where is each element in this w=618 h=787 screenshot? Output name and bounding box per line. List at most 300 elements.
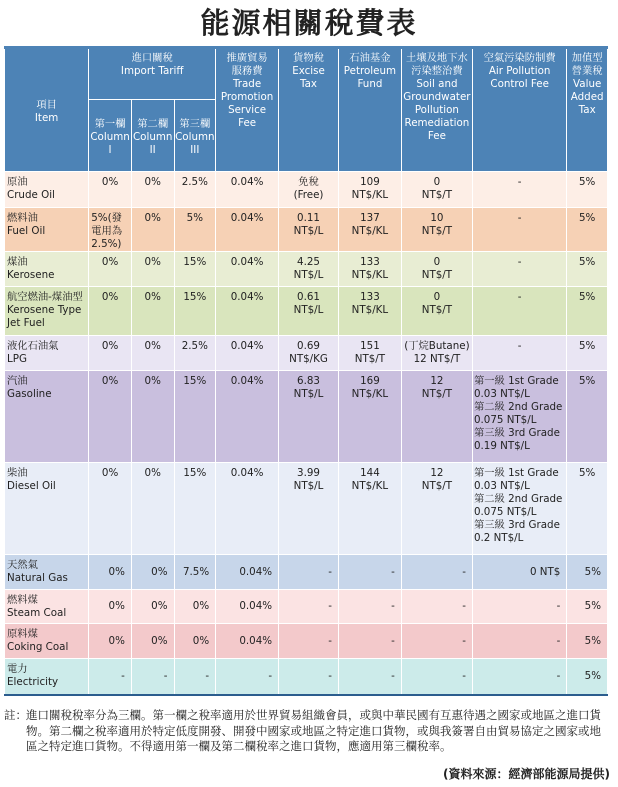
- air-fee-cell: [472, 336, 566, 371]
- trade-fee-cell: [216, 590, 279, 624]
- fund-cell: [338, 336, 401, 371]
- trade-fee-value: 0.04%: [230, 256, 264, 268]
- column1-cell: [89, 172, 132, 208]
- excise-cell: [279, 555, 339, 590]
- header-trade-fee: 推廣貿易 服務費 Trade Promotion Service Fee: [216, 48, 279, 172]
- header-col2-roman: II: [149, 143, 156, 156]
- excise-value: 6.83: [297, 375, 320, 387]
- soil-value: NT$/T: [421, 269, 453, 281]
- column3-cell: [174, 371, 216, 463]
- header-col3: [174, 100, 216, 172]
- column3-cell: [174, 463, 216, 555]
- fund-cell: [338, 287, 401, 336]
- soil-value: (丁烷Butane): [404, 340, 470, 352]
- fund-cell: [338, 172, 401, 208]
- header-import-tariff: [89, 48, 216, 100]
- item-name-en: Natural Gas: [7, 572, 68, 584]
- vat-cell: [567, 371, 608, 463]
- item-name-zh: 原油: [7, 176, 28, 188]
- vat-value: 5%: [579, 176, 596, 188]
- header-col1-zh: 第一欄: [94, 117, 126, 130]
- column1-cell: [89, 659, 132, 695]
- header-excise-zh: 貨物稅: [293, 52, 324, 64]
- air-fee-value: 0.2 NT$/L: [473, 532, 524, 544]
- table-row: [5, 590, 608, 624]
- excise-cell: [279, 463, 339, 555]
- fund-cell: [338, 208, 401, 252]
- column1-value: 0%: [108, 600, 125, 612]
- column2-value: 0%: [144, 256, 161, 268]
- air-fee-value: 0.03 NT$/L: [473, 388, 530, 400]
- trade-fee-value: 0.04%: [230, 467, 264, 479]
- fund-cell: [338, 371, 401, 463]
- table-row: [5, 555, 608, 590]
- trade-fee-cell: [216, 371, 279, 463]
- vat-cell: [567, 463, 608, 555]
- excise-value: NT$/L: [293, 388, 324, 400]
- fund-cell: [338, 555, 401, 590]
- excise-value: -: [328, 634, 332, 647]
- column1-cell: [89, 287, 132, 336]
- air-fee-value: 第二級 2nd Grade: [473, 401, 563, 413]
- item-name-cell: [5, 172, 89, 208]
- air-fee-cell: [472, 555, 566, 590]
- soil-value: NT$/T: [421, 189, 453, 201]
- item-name-cell: [5, 336, 89, 371]
- column3-cell: [174, 659, 216, 695]
- trade-fee-cell: [216, 624, 279, 659]
- excise-cell: [279, 172, 339, 208]
- soil-cell: [401, 590, 472, 624]
- column1-cell: [89, 336, 132, 371]
- soil-cell: [401, 463, 472, 555]
- air-fee-cell: [472, 624, 566, 659]
- vat-cell: [567, 336, 608, 371]
- vat-cell: [567, 555, 608, 590]
- item-name-en: Gasoline: [7, 388, 52, 400]
- item-name-zh: 煤油: [7, 256, 28, 268]
- air-fee-value: -: [517, 256, 522, 268]
- header-excise: 貨物稅 Excise Tax: [279, 48, 339, 172]
- column3-value: 15%: [183, 256, 207, 268]
- vat-cell: [567, 659, 608, 695]
- excise-value: -: [328, 600, 332, 612]
- air-fee-value: -: [556, 634, 561, 647]
- trade-fee-cell: [216, 336, 279, 371]
- soil-value: 12: [430, 467, 444, 479]
- vat-value: 5%: [584, 669, 601, 682]
- soil-cell: [401, 659, 472, 695]
- air-fee-value: -: [517, 212, 522, 224]
- column3-value: 5%: [186, 212, 203, 224]
- trade-fee-cell: [216, 659, 279, 695]
- item-name-cell: [5, 463, 89, 555]
- air-fee-value: 0.075 NT$/L: [473, 414, 537, 426]
- page-title: 能源相關稅費表: [200, 6, 418, 40]
- fund-value: NT$/KL: [351, 269, 389, 281]
- excise-cell: [279, 371, 339, 463]
- excise-value: 0.61: [297, 291, 320, 303]
- item-name-en: Electricity: [7, 676, 59, 688]
- fund-value: 137: [360, 212, 380, 224]
- table-row: [5, 172, 608, 208]
- table-row: [5, 659, 608, 695]
- air-fee-value: 第一級 1st Grade: [473, 467, 559, 479]
- column1-cell: [89, 252, 132, 287]
- excise-value: -: [328, 565, 332, 578]
- item-name-en: LPG: [7, 353, 27, 365]
- column3-value: 2.5%: [181, 176, 208, 188]
- table-row: [5, 252, 608, 287]
- soil-cell: [401, 172, 472, 208]
- trade-fee-value: -: [268, 669, 273, 682]
- column2-cell: [131, 659, 174, 695]
- excise-value: (Free): [293, 189, 324, 201]
- excise-value: NT$/L: [293, 304, 324, 316]
- item-name-cell: [5, 659, 89, 695]
- excise-value: -: [328, 669, 332, 682]
- soil-cell: [401, 252, 472, 287]
- soil-cell: [401, 371, 472, 463]
- header-import-tariff-en: Import Tariff: [120, 65, 184, 77]
- fund-value: NT$/T: [354, 353, 386, 365]
- soil-cell: [401, 555, 472, 590]
- trade-fee-value: 0.04%: [230, 176, 264, 188]
- column3-value: 0%: [192, 634, 210, 647]
- trade-fee-cell: [216, 463, 279, 555]
- column2-value: 0%: [151, 565, 168, 578]
- item-name-en: Crude Oil: [7, 189, 55, 201]
- excise-cell: [279, 208, 339, 252]
- fund-value: -: [391, 565, 395, 578]
- air-fee-value: 0.19 NT$/L: [473, 440, 530, 452]
- column3-value: -: [205, 669, 210, 682]
- trade-fee-value: 0.04%: [239, 600, 273, 612]
- column1-value: 0%: [101, 375, 119, 387]
- item-name-zh: 柴油: [7, 467, 28, 479]
- header-col3-zh: 第三欄: [179, 117, 211, 130]
- column1-cell: [89, 624, 132, 659]
- table-body: [5, 172, 608, 695]
- column2-value: -: [163, 669, 168, 682]
- column1-value: 0%: [101, 340, 119, 352]
- vat-value: 5%: [579, 340, 596, 352]
- item-name-zh: 天然氣: [7, 559, 38, 571]
- column1-value: -: [121, 669, 125, 682]
- soil-value: 0: [433, 176, 441, 188]
- excise-value: 免稅: [298, 176, 319, 188]
- air-fee-cell: [472, 287, 566, 336]
- item-name-cell: [5, 590, 89, 624]
- column2-cell: [131, 590, 174, 624]
- footnote-text: 進口關稅稅率分為三欄。第一欄之稅率適用於世界貿易組織會員，或與中華民國有互惠待遇之國家或地區之進口貨物。第二欄之稅率適用於特定低度開發、開發中國家或地區之特定進口貨物，或與我簽署自由貿易協定之國家或地區之特定進口貨物。不得適用第一欄及第二欄稅率之進口貨物，應適用第三欄稅率。: [26, 708, 601, 753]
- fund-cell: [338, 624, 401, 659]
- column2-value: 0%: [144, 291, 161, 303]
- excise-value: 4.25: [297, 256, 320, 268]
- energy-tax-table: [4, 46, 608, 696]
- soil-value: NT$/T: [421, 388, 453, 400]
- vat-value: 5%: [579, 375, 596, 387]
- air-fee-value: 第二級 2nd Grade: [473, 493, 563, 505]
- item-name-en: Steam Coal: [7, 607, 67, 619]
- air-fee-value: 0.03 NT$/L: [473, 480, 530, 492]
- air-fee-cell: [472, 172, 566, 208]
- trade-fee-value: 0.04%: [239, 565, 273, 578]
- excise-cell: [279, 659, 339, 695]
- trade-fee-cell: [216, 555, 279, 590]
- column3-cell: [174, 624, 216, 659]
- header-air-fee: 空氣污染防制費 Air Pollution Control Fee: [472, 48, 566, 172]
- fund-value: -: [391, 669, 395, 682]
- column2-cell: [131, 172, 174, 208]
- header-air-zh: 空氣污染防制費: [483, 52, 556, 64]
- column1-value: 0%: [108, 565, 125, 578]
- item-name-zh: 液化石油氣: [7, 340, 59, 352]
- trade-fee-value: 0.04%: [230, 212, 264, 224]
- air-fee-value: -: [517, 291, 522, 303]
- air-fee-cell: [472, 659, 566, 695]
- fund-value: 109: [360, 176, 380, 188]
- column3-cell: [174, 336, 216, 371]
- soil-cell: [401, 287, 472, 336]
- column2-value: 0%: [144, 467, 161, 479]
- air-fee-cell: [472, 208, 566, 252]
- air-fee-value: 第三級 3rd Grade: [473, 519, 560, 531]
- air-fee-value: -: [517, 176, 522, 188]
- soil-value: -: [462, 600, 466, 612]
- trade-fee-value: 0.04%: [230, 340, 264, 352]
- fund-value: 133: [360, 291, 380, 303]
- item-name-zh: 電力: [7, 663, 28, 675]
- excise-cell: [279, 287, 339, 336]
- fund-value: 144: [360, 467, 380, 479]
- vat-cell: [567, 287, 608, 336]
- table-row: [5, 208, 608, 252]
- column3-value: 15%: [183, 291, 207, 303]
- source-credit: (資料來源：經濟部能源局提供): [443, 767, 610, 781]
- vat-value: 5%: [584, 600, 601, 612]
- fund-value: NT$/KL: [351, 304, 389, 316]
- fund-value: 151: [360, 340, 380, 352]
- air-fee-value: 0.075 NT$/L: [473, 506, 537, 518]
- excise-cell: [279, 624, 339, 659]
- column1-cell: [89, 208, 132, 252]
- vat-value: 5%: [579, 467, 596, 479]
- item-name-cell: [5, 208, 89, 252]
- vat-value: 5%: [579, 256, 596, 268]
- air-fee-value: 0 NT$: [529, 565, 561, 578]
- header-petroleum-fund: 石油基金 Petroleum Fund: [338, 48, 401, 172]
- item-name-zh: 燃料油: [7, 212, 38, 224]
- column2-value: 0%: [144, 340, 161, 352]
- air-fee-cell: [472, 590, 566, 624]
- column3-value: 15%: [183, 375, 207, 387]
- fund-value: NT$/KL: [351, 388, 389, 400]
- air-fee-value: -: [556, 600, 561, 612]
- column2-value: 0%: [144, 212, 161, 224]
- fund-cell: [338, 252, 401, 287]
- fund-value: 169: [360, 375, 380, 387]
- item-name-cell: [5, 371, 89, 463]
- soil-value: 12: [430, 375, 444, 387]
- item-name-en: Kerosene: [7, 269, 55, 281]
- air-fee-cell: [472, 463, 566, 555]
- trade-fee-cell: [216, 172, 279, 208]
- footnote-label: 註：: [4, 708, 27, 722]
- column2-cell: [131, 555, 174, 590]
- fund-value: NT$/KL: [351, 189, 389, 201]
- fund-value: NT$/KL: [351, 225, 389, 237]
- item-name-cell: [5, 287, 89, 336]
- excise-value: NT$/L: [293, 480, 324, 492]
- column3-cell: [174, 590, 216, 624]
- fund-value: 133: [360, 256, 380, 268]
- column3-value: 7.5%: [182, 565, 210, 578]
- item-name-zh: 汽油: [7, 375, 28, 387]
- column3-cell: [174, 208, 216, 252]
- column2-cell: [131, 371, 174, 463]
- soil-cell: [401, 336, 472, 371]
- trade-fee-cell: [216, 208, 279, 252]
- excise-cell: [279, 252, 339, 287]
- soil-value: 10: [430, 212, 444, 224]
- column3-cell: [174, 555, 216, 590]
- column3-cell: [174, 287, 216, 336]
- column1-value: 5%(發電用為2.5%): [91, 212, 123, 250]
- trade-fee-cell: [216, 287, 279, 336]
- item-name-zh: 航空燃油-煤油型: [7, 291, 83, 303]
- excise-cell: [279, 336, 339, 371]
- vat-value: 5%: [579, 212, 596, 224]
- fund-value: -: [391, 600, 395, 612]
- soil-value: -: [462, 565, 466, 578]
- table-row: [5, 624, 608, 659]
- header-col1-en: Column: [90, 130, 130, 143]
- fund-value: NT$/KL: [351, 480, 389, 492]
- column1-value: 0%: [101, 291, 119, 303]
- vat-cell: [567, 624, 608, 659]
- column3-cell: [174, 172, 216, 208]
- column3-value: 2.5%: [181, 340, 208, 352]
- air-fee-cell: [472, 371, 566, 463]
- air-fee-value: -: [556, 669, 561, 682]
- header-col1: [89, 100, 132, 172]
- table-row: [5, 336, 608, 371]
- column2-value: 0%: [151, 600, 168, 612]
- trade-fee-cell: [216, 252, 279, 287]
- header-col3-roman: III: [190, 143, 200, 156]
- excise-value: 0.11: [297, 212, 320, 224]
- air-fee-value: 第三級 3rd Grade: [473, 427, 560, 439]
- soil-cell: [401, 624, 472, 659]
- header-col1-roman: I: [108, 143, 112, 156]
- trade-fee-value: 0.04%: [230, 375, 264, 387]
- column2-cell: [131, 336, 174, 371]
- header-soil-fee: 土壤及地下水 污染整治費 Soil and Groundwater Pollution Remediation Fee: [401, 48, 472, 172]
- column1-cell: [89, 590, 132, 624]
- table-row: [5, 463, 608, 555]
- soil-value: NT$/T: [421, 304, 453, 316]
- header-item-zh: 項目: [36, 98, 57, 111]
- air-fee-value: -: [517, 340, 522, 352]
- item-name-cell: [5, 555, 89, 590]
- header-import-tariff-zh: 進口關稅: [131, 52, 173, 64]
- column3-value: 15%: [183, 467, 207, 479]
- column1-value: 0%: [101, 256, 119, 268]
- item-name-en: Fuel Oil: [7, 225, 46, 237]
- column1-value: 0%: [101, 176, 119, 188]
- table-row: [5, 287, 608, 336]
- header-vat: 加值型 營業稅 Value Added Tax: [567, 48, 608, 172]
- vat-value: 5%: [584, 634, 601, 647]
- item-name-en: Coking Coal: [7, 641, 69, 653]
- excise-value: 3.99: [297, 467, 320, 479]
- column1-cell: [89, 371, 132, 463]
- soil-value: 0: [433, 291, 441, 303]
- soil-value: -: [462, 669, 466, 682]
- fund-value: -: [391, 634, 395, 647]
- header-col3-en: Column: [175, 130, 215, 143]
- vat-value: 5%: [584, 565, 601, 578]
- column2-cell: [131, 287, 174, 336]
- soil-cell: [401, 208, 472, 252]
- soil-value: -: [462, 634, 466, 647]
- fund-cell: [338, 463, 401, 555]
- column2-value: 0%: [144, 375, 161, 387]
- excise-value: 0.69: [297, 340, 320, 352]
- soil-value: NT$/T: [421, 225, 453, 237]
- column2-cell: [131, 463, 174, 555]
- column3-value: 0%: [192, 600, 210, 612]
- column2-value: 0%: [144, 176, 161, 188]
- column1-value: 0%: [108, 634, 125, 647]
- item-name-cell: [5, 624, 89, 659]
- vat-cell: [567, 590, 608, 624]
- soil-value: NT$/T: [421, 480, 453, 492]
- item-name-en: Kerosene Type Jet Fuel: [7, 304, 82, 329]
- header-item: [5, 48, 89, 172]
- header-col2-en: Column: [132, 130, 173, 143]
- fund-cell: [338, 590, 401, 624]
- header-petroleum-zh: 石油基金: [349, 52, 391, 64]
- header-item-en: Item: [34, 111, 59, 124]
- excise-value: NT$/L: [293, 225, 324, 237]
- column3-cell: [174, 252, 216, 287]
- vat-value: 5%: [579, 291, 596, 303]
- header-col2-zh: 第二欄: [137, 117, 169, 130]
- column1-cell: [89, 463, 132, 555]
- excise-value: NT$/KG: [289, 353, 328, 365]
- excise-value: NT$/L: [293, 269, 324, 281]
- soil-value: 0: [433, 256, 441, 268]
- item-name-cell: [5, 252, 89, 287]
- column2-value: 0%: [151, 634, 168, 647]
- column2-cell: [131, 252, 174, 287]
- table-row: [5, 371, 608, 463]
- trade-fee-value: 0.04%: [239, 634, 273, 647]
- vat-cell: [567, 208, 608, 252]
- item-name-zh: 原料煤: [7, 628, 38, 640]
- soil-value: 12 NT$/T: [413, 353, 461, 365]
- column2-cell: [131, 208, 174, 252]
- fund-cell: [338, 659, 401, 695]
- item-name-zh: 燃料煤: [7, 594, 38, 606]
- column1-cell: [89, 555, 132, 590]
- vat-cell: [567, 172, 608, 208]
- item-name-en: Diesel Oil: [7, 480, 56, 492]
- header-col2: [131, 100, 174, 172]
- air-fee-cell: [472, 252, 566, 287]
